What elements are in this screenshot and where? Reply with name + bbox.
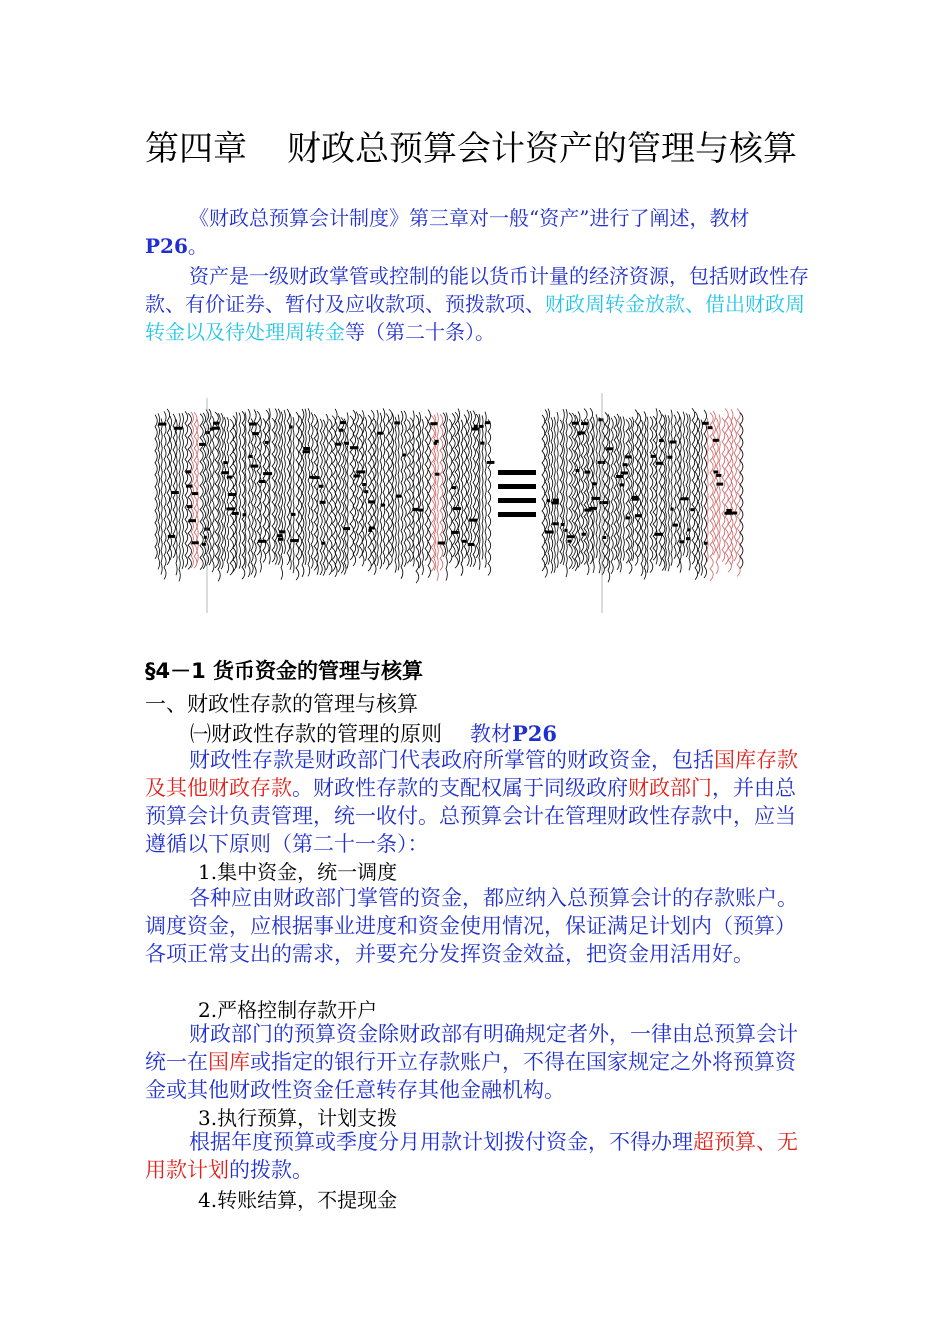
item-2-text [145,1020,810,1104]
item-2-text-a: 财政部门的预算资金除财政部有明确规定者外，一律由总预算会计统一在 [145,1022,798,1074]
deposits-red-a: 国库存款及其他财政存款 [145,748,798,800]
intro-page-ref: P26 [145,234,188,258]
principle-label: ㈠财政性存款的管理的原则 [190,722,442,746]
principle-heading [190,718,557,748]
deposits-text-a: 财政性存款是财政部门代表政府所掌管的财政资金，包括 [189,748,714,772]
chapter-name: 财政总预算会计资产的管理与核算 [287,129,797,169]
graphic-equals-sign [498,470,536,517]
deposits-text-b: 。财政性存款的支配权属于同级政府 [292,776,628,800]
intro-end: 。 [187,234,208,258]
item-4-label: 4.转账结算，不提现金 [198,1188,398,1212]
deposits-red-b: 财政部门 [628,776,712,800]
graphic-left-block [155,408,491,583]
textbook-page: P26 [512,721,558,746]
deposits-text-c: ，并由总预算会计负责管理，统一收付。总预算会计在管理财政性存款中，应当遵循以下原则（第二十一条）： [145,776,796,856]
assets-definition-end: 等（第二十条）。 [345,320,495,344]
item-3-red: 超预算、无用款计划 [145,1130,798,1182]
subsection-heading: 一、财政性存款的管理与核算 [145,692,418,716]
deposits-paragraph [145,746,810,858]
item-3-text-a: 根据年度预算或季度分月用款计划拨付资金，不得办理 [189,1130,693,1154]
item-3-label: 3.执行预算，计划支拨 [198,1106,398,1130]
section-heading: §4－1 货币资金的管理与核算 [145,659,424,683]
item-3-text [145,1128,810,1184]
intro-text: 《财政总预算会计制度》第三章对一般“资产”进行了阐述，教材 [189,206,750,230]
item-2-text-b: 或指定的银行开立存款账户，不得在国家规定之外将预算资金或其他财政性资金任意转存其他金融机构。 [145,1050,796,1102]
chapter-number: 第四章 [145,129,247,169]
graphic-right-block [542,408,743,582]
garbled-equation-graphic [150,388,750,616]
intro-paragraph-2 [145,262,810,346]
item-1-label: 1.集中资金，统一调度 [198,860,398,884]
assets-turnover-highlight: 财政周转金放款、借出财政周转金以及待处理周转金 [145,292,805,344]
assets-definition: 资产是一级财政掌管或控制的能以货币计量的经济资源，包括财政性存款、有价证券、暂付及应收款项、预拨款项、 [145,264,809,316]
chapter-title [145,128,815,170]
item-3-text-b: 的拨款。 [229,1158,313,1182]
textbook-ref: 教材 [470,722,512,746]
intro-paragraph-1 [145,204,810,260]
item-1-text: 各种应由财政部门掌管的资金，都应纳入总预算会计的存款账户。调度资金，应根据事业进度和资金使用情况，保证满足计划内（预算）各项正常支出的需求，并要充分发挥资金效益，把资金用活用好。 [145,886,798,966]
item-2-red: 国库 [208,1050,250,1074]
item-2-label: 2.严格控制存款开户 [198,998,378,1022]
